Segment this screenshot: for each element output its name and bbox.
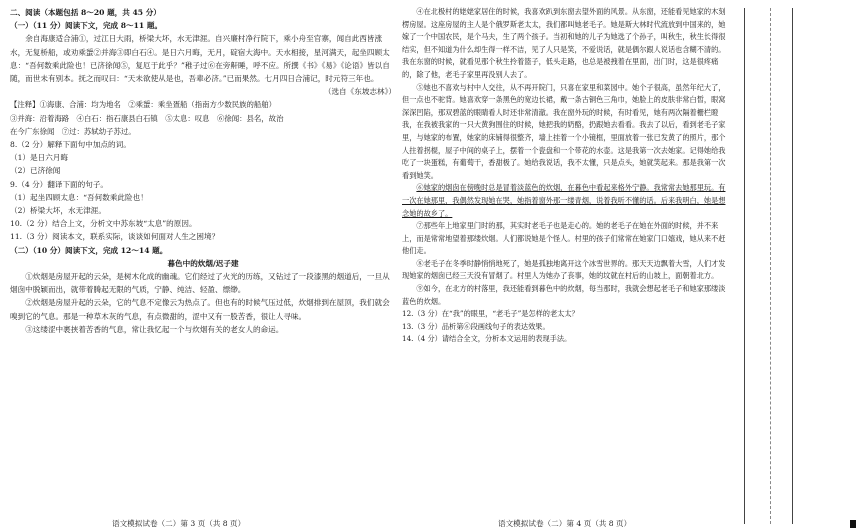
question-8a: （1）是日六月晦 (10, 153, 68, 163)
question-8: 8.（2 分）解释下面句中加点的词。 (10, 140, 131, 150)
question-9a: （1）起坐四顾太息：“吾何数乘此险也！ (10, 192, 148, 202)
essay-paragraph-3: ③这缕涩中裹挟着苦香的气息，常让我忆起一个与炊烟有关的老女人的命运。 (25, 324, 284, 334)
question-8b: （2）已济徐闻 (10, 166, 61, 176)
source-note: （选自《东坡志林》） (323, 87, 396, 97)
binding-dashed-line (770, 8, 771, 524)
annotation-line: 【注释】①海康、合浦：均为地名 ②乘蜑：乘坐疍船（指南方少数民族的船舶） (10, 100, 277, 110)
binding-line (744, 8, 745, 524)
question-11: 11.（3 分）阅读本文，联系实际，谈谈如何面对人生之困境？ (10, 232, 220, 242)
annotation-line: 在今广东徐闻 ⑦过：苏轼幼子苏过。 (10, 126, 136, 136)
passage1: 余自海康适合浦①，过江日大雨，桥梁大坏，水无津涯。自兴廉村净行院下，乘小舟至官寨，闻自此西皆涨水，无复桥船，或劝乘蜑②并海③即白石④。是日六月晦，无月，碇宿大海中。天水相接，星河满天，起坐四顾太息：“吾何数乘此险也！已济徐闻⑤，复厄于此乎？”稚子过⑥在旁鼾睡，呼不应。所撰《书》《易》《论语》皆以自随，而世未有别本。抚之而叹曰：“天未欲使从是也，吾辈必济。”已而果然。七月四日合浦记，时元符三年也。 (10, 34, 390, 84)
question-10: 10.（2 分）结合上文，分析文中苏东坡“太息”的原因。 (10, 219, 197, 229)
essay-paragraph-6: ⑥她家的烟囱在傍晚时总是冒着淡蓝色的炊烟，在暮色中看起来格外宁静。我常常去她那里玩。有一次在她那里，我偶然发现她在哭，她指着窗外那一缕青烟，说着我听不懂的话。后来我明白，她是想念她的故乡了。 (402, 183, 726, 218)
annotation-line: ③并海：沿着海路 ④白石：指石康县白石镇 ⑤太息：叹息 ⑥徐闻：县名，故治 (10, 113, 284, 123)
page-footer-left: 语文模拟试卷（二）第 3 页（共 8 页） (112, 519, 246, 528)
question-13: 13.（3 分）品析第⑥段画线句子的表达效果。 (402, 321, 550, 331)
page-footer-right: 语文模拟试卷（二）第 4 页（共 8 页） (498, 519, 632, 528)
essay-title: 暮色中的炊烟/迟子建 (167, 258, 239, 268)
essay-paragraph-4: ④在北极村的姥姥家居住的时候，我喜欢趴到东窗去望外面的风景。从东窗，还能看见她家的木刻楞房屋。这座房屋的主人是个俄罗斯老太太，我们都叫她老毛子。她是斯大林时代流放到中国来的，她嫁了一个中国农民，是个马夫，生了两个孩子。当初和她的儿子为她选了个孙子，叫秋生，秋生长得很结实，但不知道为什么却生得一样不洁，见了人只是笑，不爱说话，就是偶尔跟人说话也含糊不清的。我在东窗的时候，就看见那个秋生拎着篮子，低头走路，也总是被拽着在里面，出门时，这是很疼痛的，除了他，老毛子家里再没别人去了。 (402, 7, 726, 79)
corner-mark (850, 520, 856, 528)
essay-paragraph-1: ①炊烟是房屋开起的云朵，是树木化成的幽魂。它们经过了火光的历练，又钻过了一段漆黑的烟道后，一旦从烟囱中脱颖而出，就带着腾起无限的气质，宁静、纯洁、轻盈、缥缈。 (10, 272, 390, 295)
essay-paragraph-9: ⑨如今，在北方的村落里，我还能看到暮色中的炊烟，每当那时，我就会想起老毛子和她家那缕淡蓝色的炊烟。 (402, 284, 726, 306)
essay-paragraph-8: ⑧老毛子在冬季时静悄悄地死了，她是孤独地离开这个冰雪世界的。那天天边飘着大雪，人们才发现她家的烟囱已经三天没有冒烟了。村里人为她办了丧事，她的坟就在村后的山坡上，面朝着北方。 (402, 258, 726, 281)
question-12: 12.（3 分）在“我”的眼里，“老毛子”是怎样的老太太？ (402, 309, 579, 319)
question-14: 14.（4 分）请结合全文，分析本文运用的表现手法。 (402, 334, 572, 344)
question-9: 9.（4 分）翻译下面的句子。 (10, 179, 109, 189)
part1-heading: （一）（11 分）阅读下文，完成 8～11 题。 (10, 21, 163, 31)
essay-paragraph-7: ⑦那些年上地家里门时的那，其实时老毛子也是走心的。她的老毛子在她在外面的时候，并不来上，而是常常地望着那缕炊烟。人们都说她是个怪人。村里的孩子们常常在她家门口嬉戏，她从来不赶他们走。 (402, 221, 726, 256)
section-heading: 二、阅读（本题包括 8～20 题，共 45 分） (10, 8, 161, 17)
essay-paragraph-5: ⑤她也不喜欢与村中人交往，从不再开院门，只喜在家里和菜园中。她个子很高，虽然年纪大了，但一点也不驼背。她喜欢穿一条黑色的宽边长裙，戴一条古铜色三角巾，她脸上的皮肤非常白皙，眼窝深深凹陷，那双碧蓝的眼睛看人时还非常清澈。我在窗外玩的时候，有时看见，她有两次隔着栅栏瞪我，在我被我家的一只大黄狗围住的时候，她把我的奶酪，扔跟她去看看。我去了以后，看到老毛子家里，与她家的布置，她家的床铺得很整齐，墙上挂着一个小镜框，里面放着一张已发黄了的照片，那个人拄着拐棍，屋子中间的桌子上，摆着一个瓷盘和一个带花的水壶。这是我第一次去她家。记得她给我吃了一块蛋糕，有葡萄干，香甜极了。她给我说话，我不太懂，只是点头，她就笑起来。那是我第一次看到她笑。 (402, 82, 726, 180)
left-page (10, 6, 396, 336)
right-page (402, 6, 732, 346)
part2-heading: （二）（10 分）阅读下文，完成 12～14 题。 (10, 245, 168, 255)
essay-paragraph-2: ②炊烟是房屋升起的云朵，它的气息不定像云为热点了。但也有的时候气压过低，炊烟排到在屋顶，我们就会嗅到它的气息。那是一种草木灰的气息，有点微甜的，涩中又有一股苦香，很让人寻味。 (10, 298, 390, 321)
question-9b: （2）桥梁大坏，水无津涯。 (10, 206, 106, 216)
binding-line (792, 8, 793, 524)
